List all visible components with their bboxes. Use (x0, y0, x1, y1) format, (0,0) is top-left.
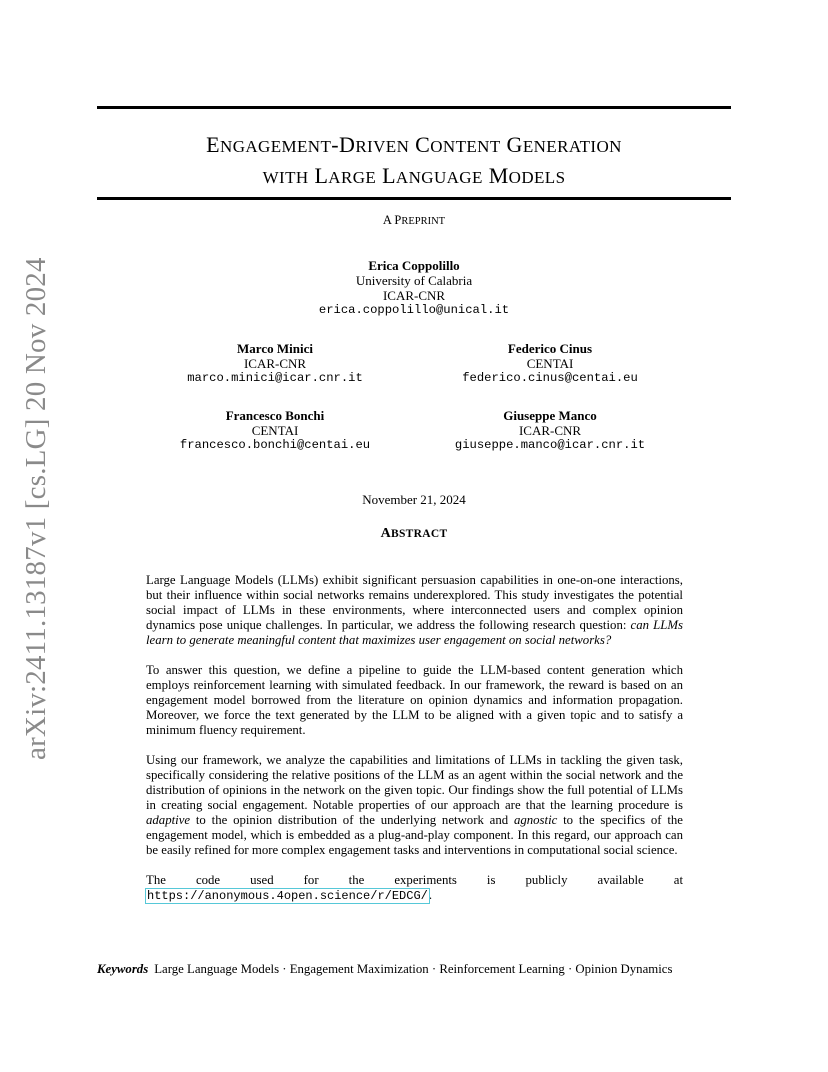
abstract-paragraph: The code used for the experiments is publicly available at https://anonymous.4open.science/r/EDCG/. (146, 873, 683, 903)
author-email[interactable]: francesco.bonchi@centai.eu (179, 438, 371, 452)
author-block (150, 408, 400, 453)
author-name: Francesco Bonchi (225, 408, 325, 423)
title-line-2 (97, 161, 731, 192)
author-name: Federico Cinus (507, 341, 593, 356)
author-affiliation: ICAR-CNR (243, 356, 307, 371)
author-block (150, 341, 400, 386)
title-word: LARGE (314, 163, 377, 188)
author-name: Marco Minici (237, 341, 313, 356)
author-block (425, 408, 675, 453)
abstract-heading: ABSTRACT (380, 526, 448, 541)
title-word: ENGAGEMENT (206, 132, 332, 157)
title-line-1 (97, 130, 731, 161)
abstract-body (146, 573, 683, 919)
author-affiliation: ICAR-CNR (518, 423, 582, 438)
keywords-list: Large Language Models · Engagement Maximization · Reinforcement Learning · Opinion Dynamics (154, 962, 673, 976)
author-affiliation: ICAR-CNR (382, 288, 446, 303)
title-word: DRIVEN (339, 132, 410, 157)
arxiv-sidebar-stamp: arXiv:2411.13187v1 [cs.LG] 20 Nov 2024 (20, 257, 52, 760)
author-email[interactable]: giuseppe.manco@icar.cnr.it (454, 438, 646, 452)
title-word: WITH (262, 168, 309, 187)
title-top-rule (97, 106, 731, 109)
title-word: GENERATION (506, 132, 622, 157)
paper-title (97, 130, 731, 192)
author-name: Erica Coppolillo (368, 258, 460, 273)
title-bottom-rule (97, 197, 731, 200)
author-email[interactable]: erica.coppolillo@unical.it (318, 303, 510, 317)
code-repository-link[interactable]: https://anonymous.4open.science/r/EDCG/ (147, 889, 428, 903)
abstract-paragraph: Large Language Models (LLMs) exhibit significant persuasion capabilities in one-on-one interactions, but their influence within social networks remains underexplored. This study investigates the potential social impact of LLMs in these environments, where interconnected users and complex opinion dynamics pose unique challenges. In particular, we address the following research question: can LLMs learn to generate meaningful content that maximizes user engagement on social networks? (146, 573, 683, 647)
title-word: CONTENT (415, 132, 501, 157)
abstract-paragraph: To answer this question, we define a pipeline to guide the LLM-based content generation which employs reinforcement learning with simulated feedback. In our framework, the reward is based on an engagement model borrowed from the literature on opinion dynamics and information propagation. Moreover, we force the text generated by the LLM to be aligned with a given topic and to satisfy a minimum fluency requirement. (146, 663, 683, 737)
keywords-line (97, 962, 672, 977)
title-separator: - (331, 132, 340, 157)
author-email[interactable]: marco.minici@icar.cnr.it (187, 371, 363, 385)
keywords-label: Keywords (97, 962, 149, 976)
author-block (425, 341, 675, 386)
title-word: LANGUAGE (382, 163, 483, 188)
author-email[interactable]: federico.cinus@centai.eu (462, 371, 638, 385)
author-block (264, 258, 564, 318)
author-affiliation: CENTAI (251, 423, 299, 438)
abstract-paragraph: Using our framework, we analyze the capabilities and limitations of LLMs in tackling the given task, specifically considering the relative positions of the LLM as an agent within the social network and the distribution of opinions in the network on the given topic. Our findings show the full potential of LLMs in creating social engagement. Notable properties of our approach are that the learning procedure is adaptive to the opinion distribution of the underlying network and agnostic to the specifics of the engagement model, which is embedded as a plug-and-play component. In this regard, our approach can be easily refined for more complex engagement tasks and interventions in computational social science. (146, 753, 683, 857)
publication-date: November 21, 2024 (362, 492, 466, 507)
preprint-label: A PREPRINT (382, 213, 446, 227)
title-word: MODELS (488, 163, 566, 188)
author-affiliation: University of Calabria (355, 273, 473, 288)
author-name: Giuseppe Manco (503, 408, 597, 423)
author-affiliation: CENTAI (526, 356, 574, 371)
